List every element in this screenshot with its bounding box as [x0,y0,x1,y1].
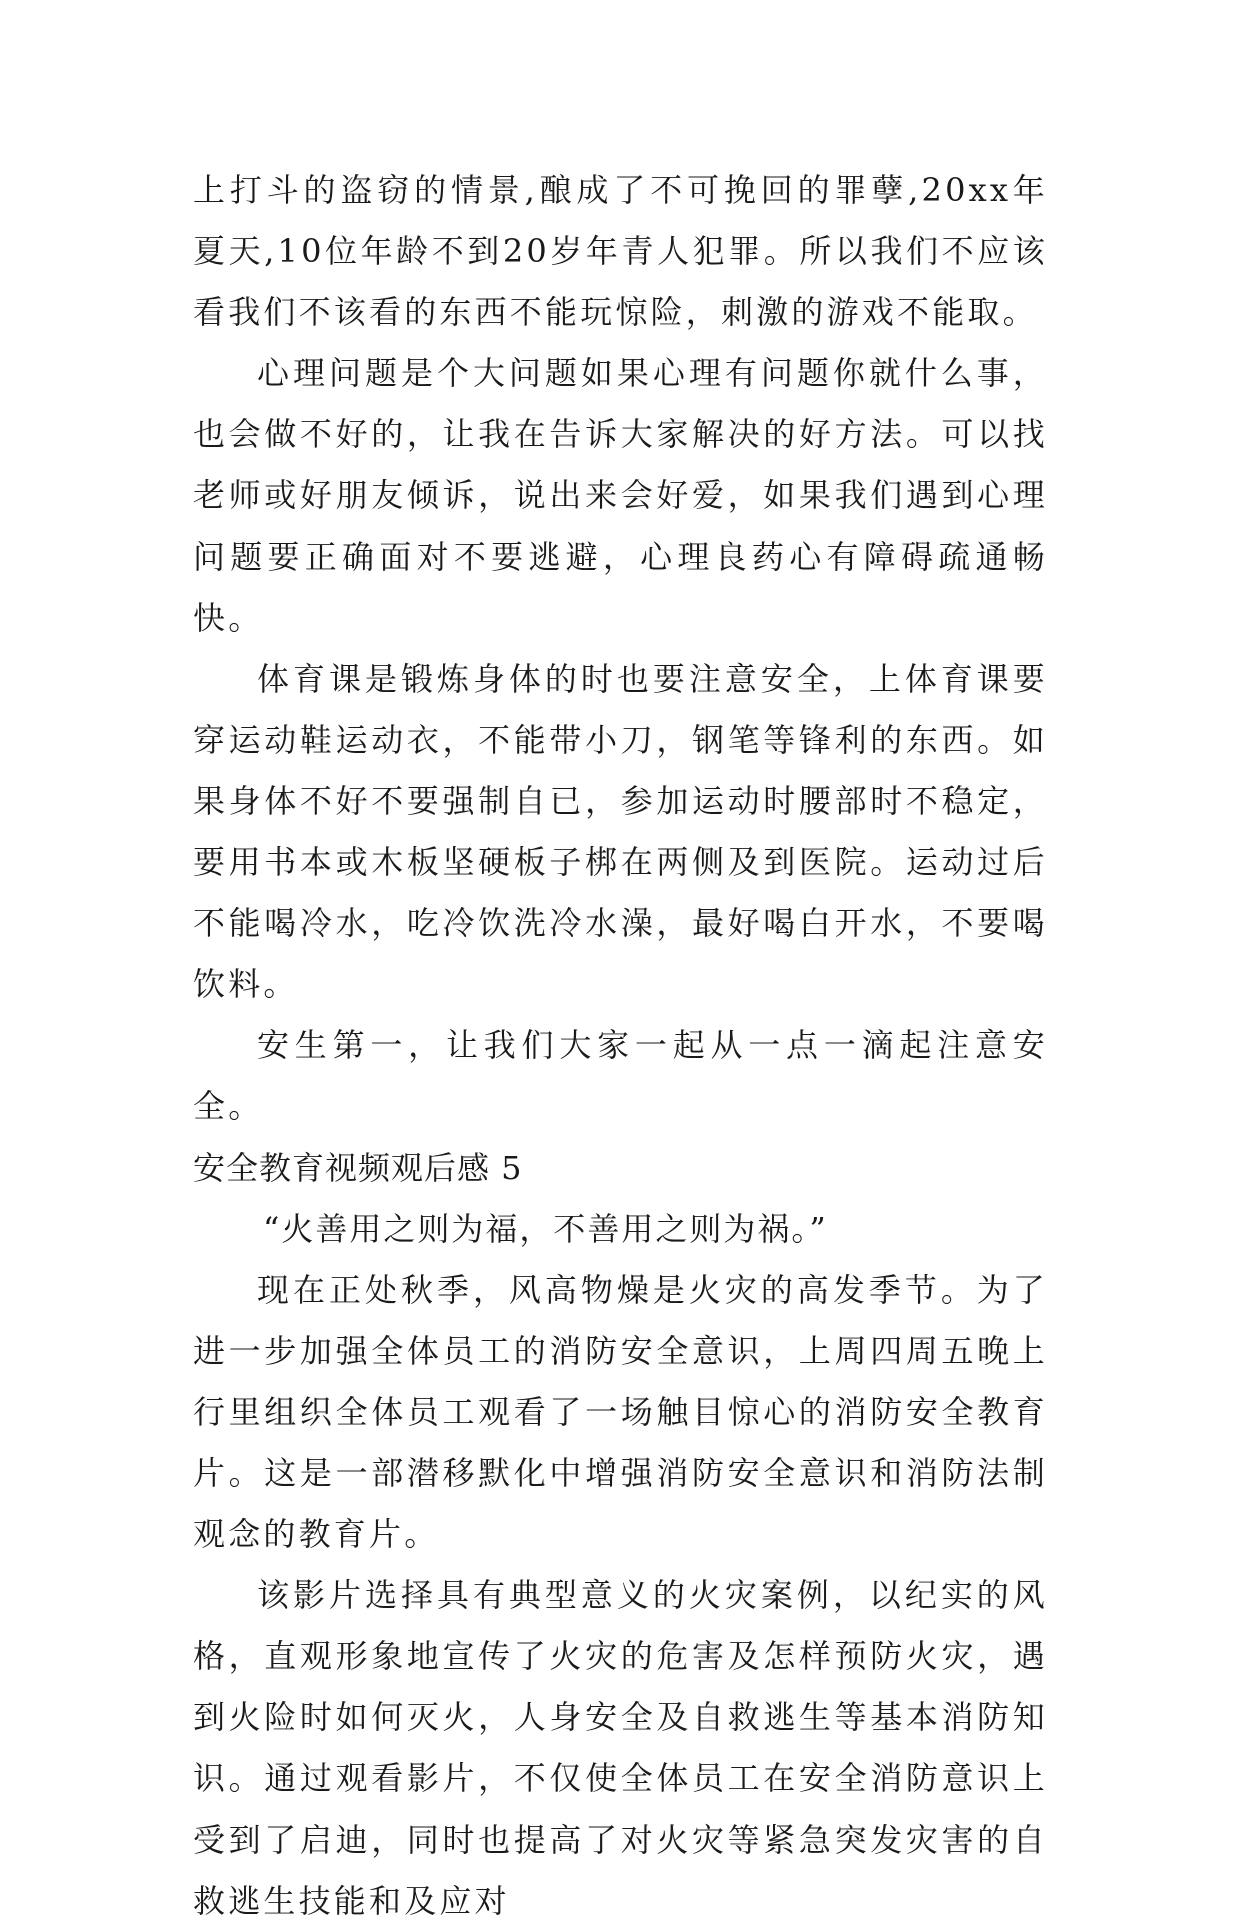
paragraph-autumn: 现在正处秋季，风高物燥是火灾的高发季节。为了进一步加强全体员工的消防安全意识，上周四周五晚上行里组织全体员工观看了一场触目惊心的消防安全教育片。这是一部潜移默化中增强消防安全意识和消防法制观念的教育片。 [193,1270,1048,1554]
paragraph-psychology: 心理问题是个大问题如果心理有问题你就什么事，也会做不好的，让我在告诉大家解决的好方法。可以找老师或好朋友倾诉，说出来会好爱，如果我们遇到心理问题要正确面对不要逃避，心理良药心有障碍疏通畅快。 [193,354,1048,637]
section-title: 安全教育视频观后感 5 [193,1148,523,1187]
paragraph-pe-class: 体育课是锻炼身体的时也要注意安全，上体育课要穿运动鞋运动衣，不能带小刀，钢笔等锋利的东西。如果身体不好不要强制自已，参加运动时腰部时不稳定，要用书本或木板坚硬板子梆在两侧及到医院。运动过后不能喝冷水，吃冷饮洗冷水澡，最好喝白开水，不要喝饮料。 [193,659,1048,1004]
quote: “火善用之则为福，不善用之则为祸。” [263,1209,828,1248]
paragraph-film: 该影片选择具有典型意义的火灾案例，以纪实的风格，直观形象地宣传了火灾的危害及怎样预防火灾，遇到火险时如何灭火，人身安全及自救逃生等基本消防知识。通过观看影片，不仅使全体员工在安全消防意识上受到了启迪，同时也提高了对火灾等紧急突发灾害的自救逃生技能和及应对 [193,1576,1048,1920]
paragraph-continued: 上打斗的盗窃的情景,酿成了不可挽回的罪孽,20xx年夏天,10位年龄不到20岁年青人犯罪。所以我们不应该看我们不该看的东西不能玩惊险，刺激的游戏不能取。 [193,171,1048,332]
document-body [193,160,1048,1932]
paragraph-safety-first: 安生第一，让我们大家一起从一点一滴起注意安全。 [193,1026,1048,1126]
